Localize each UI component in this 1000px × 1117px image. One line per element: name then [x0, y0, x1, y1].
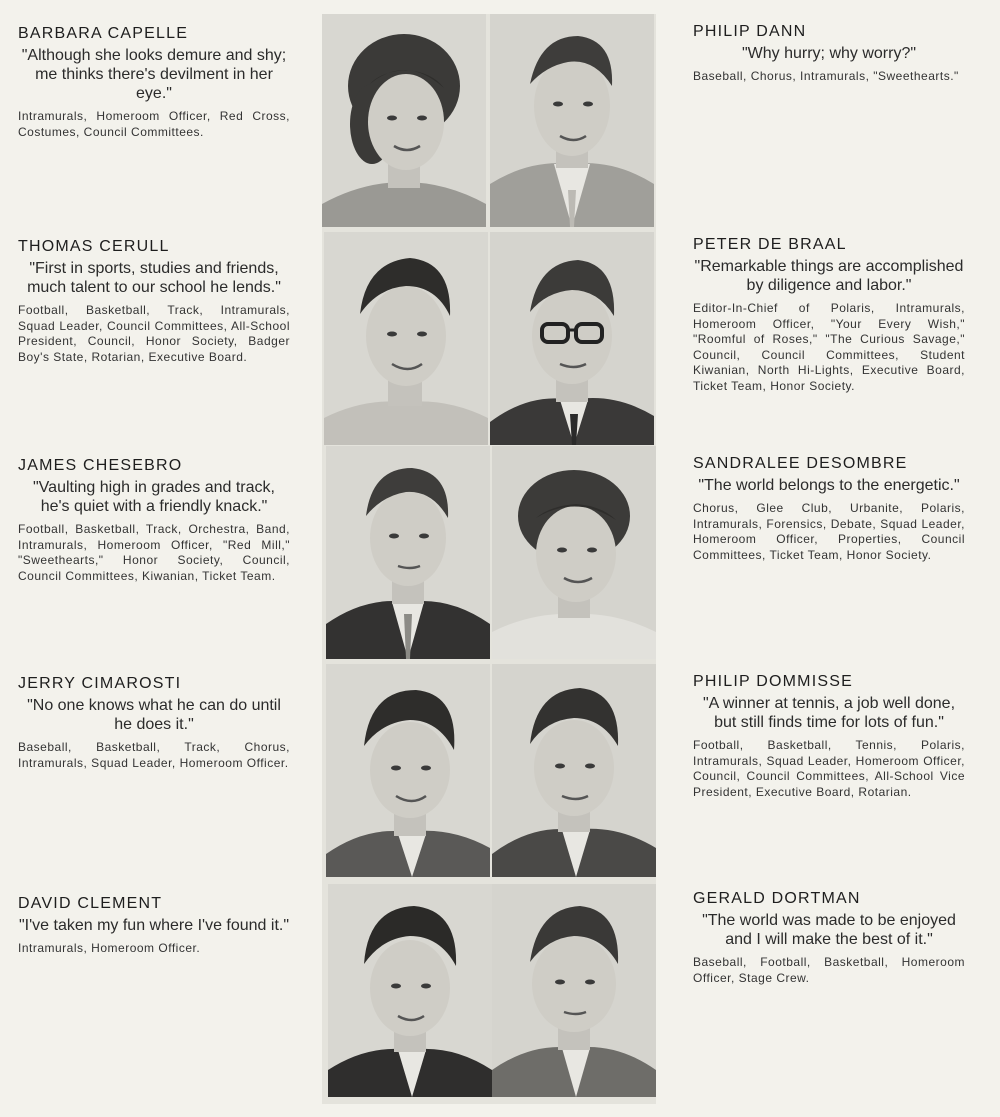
student-quote: "First in sports, studies and friends, much talent to our school he lends." [27, 260, 281, 296]
portrait-philip-dommisse [492, 664, 656, 877]
student-activities: Football, Basketball, Tennis, Polaris, Intramurals, Squad Leader, Homeroom Officer, Council, Council Committees, All-School Vice President, Executive Board, Rotarian. [693, 738, 965, 799]
senior-entry-peter-de-braal [693, 236, 965, 395]
student-name: JERRY CIMAROSTI [18, 675, 182, 692]
portrait-jerry-cimarosti [326, 664, 490, 877]
student-quote: "Vaulting high in grades and track, he's quiet with a friendly knack." [33, 479, 275, 515]
senior-entry-david-clement [18, 895, 290, 957]
portrait-gerald-dortman [492, 884, 656, 1097]
student-quote: "The world was made to be enjoyed and I will make the best of it." [702, 912, 956, 948]
senior-entry-james-chesebro [18, 457, 290, 584]
student-activities: Editor-In-Chief of Polaris, Intramurals, Homeroom Officer, "Your Every Wish," "Roomful of Roses," "The Curious Savage," Council, Council Committees, Student Kiwanian, North Hi-Lights, Executive Board, Ticket Team, Honor Society. [693, 301, 965, 393]
student-name: PHILIP DANN [693, 23, 807, 40]
portrait-james-chesebro [326, 446, 490, 659]
student-quote: "Why hurry; why worry?" [741, 45, 917, 62]
portrait-sandralee-desombre [492, 446, 656, 659]
student-quote: "I've taken my fun where I've found it." [18, 917, 290, 934]
portrait-philip-dann [490, 14, 654, 227]
senior-entry-barbara-capelle [18, 25, 290, 140]
portrait-peter-de-braal [490, 232, 654, 445]
portrait-david-clement [328, 884, 492, 1097]
senior-entry-philip-dann [693, 23, 965, 85]
student-name: PHILIP DOMMISSE [693, 673, 853, 690]
student-name: DAVID CLEMENT [18, 895, 163, 912]
student-activities: Baseball, Basketball, Track, Chorus, Intramurals, Squad Leader, Homeroom Officer. [18, 740, 290, 770]
student-activities: Football, Basketball, Track, Intramurals, Squad Leader, Council Committees, All-School President, Council, Honor Society, Badger Boy's State, Rotarian, Executive Board. [18, 303, 290, 364]
student-name: PETER DE BRAAL [693, 236, 847, 253]
student-quote: "Although she looks demure and shy; me thinks there's devilment in her eye." [21, 47, 287, 102]
student-activities: Intramurals, Homeroom Officer, Red Cross, Costumes, Council Committees. [18, 109, 290, 139]
portrait-barbara-capelle [322, 14, 486, 227]
student-activities: Football, Basketball, Track, Orchestra, Band, Intramurals, Homeroom Officer, "Red Mill," "Sweethearts," Honor Society, Council, Council Committees, Kiwanian, Ticket Team. [18, 522, 290, 583]
student-quote: "A winner at tennis, a job well done, but still finds time for lots of fun." [702, 695, 956, 731]
senior-entry-gerald-dortman [693, 890, 965, 986]
senior-entry-thomas-cerull [18, 238, 290, 365]
student-quote: "No one knows what he can do until he does it." [27, 697, 281, 733]
student-name: BARBARA CAPELLE [18, 25, 189, 42]
student-activities: Intramurals, Homeroom Officer. [18, 941, 201, 955]
portrait-grid [322, 14, 656, 1104]
senior-entry-jerry-cimarosti [18, 675, 290, 771]
student-name: SANDRALEE DESOMBRE [693, 455, 908, 472]
student-name: JAMES CHESEBRO [18, 457, 183, 474]
portrait-thomas-cerull [324, 232, 488, 445]
student-quote: "The world belongs to the energetic." [698, 477, 960, 494]
student-activities: Baseball, Chorus, Intramurals, "Sweethearts." [693, 69, 959, 83]
senior-entry-sandralee-desombre [693, 455, 965, 563]
student-activities: Baseball, Football, Basketball, Homeroom Officer, Stage Crew. [693, 955, 965, 985]
student-name: GERALD DORTMAN [693, 890, 861, 907]
student-quote: "Remarkable things are accomplished by diligence and labor." [694, 258, 964, 294]
student-name: THOMAS CERULL [18, 238, 170, 255]
senior-entry-philip-dommisse [693, 673, 965, 800]
student-activities: Chorus, Glee Club, Urbanite, Polaris, Intramurals, Forensics, Debate, Squad Leader, Homeroom Officer, Properties, Council Committees, Ticket Team, Honor Society. [693, 501, 965, 562]
